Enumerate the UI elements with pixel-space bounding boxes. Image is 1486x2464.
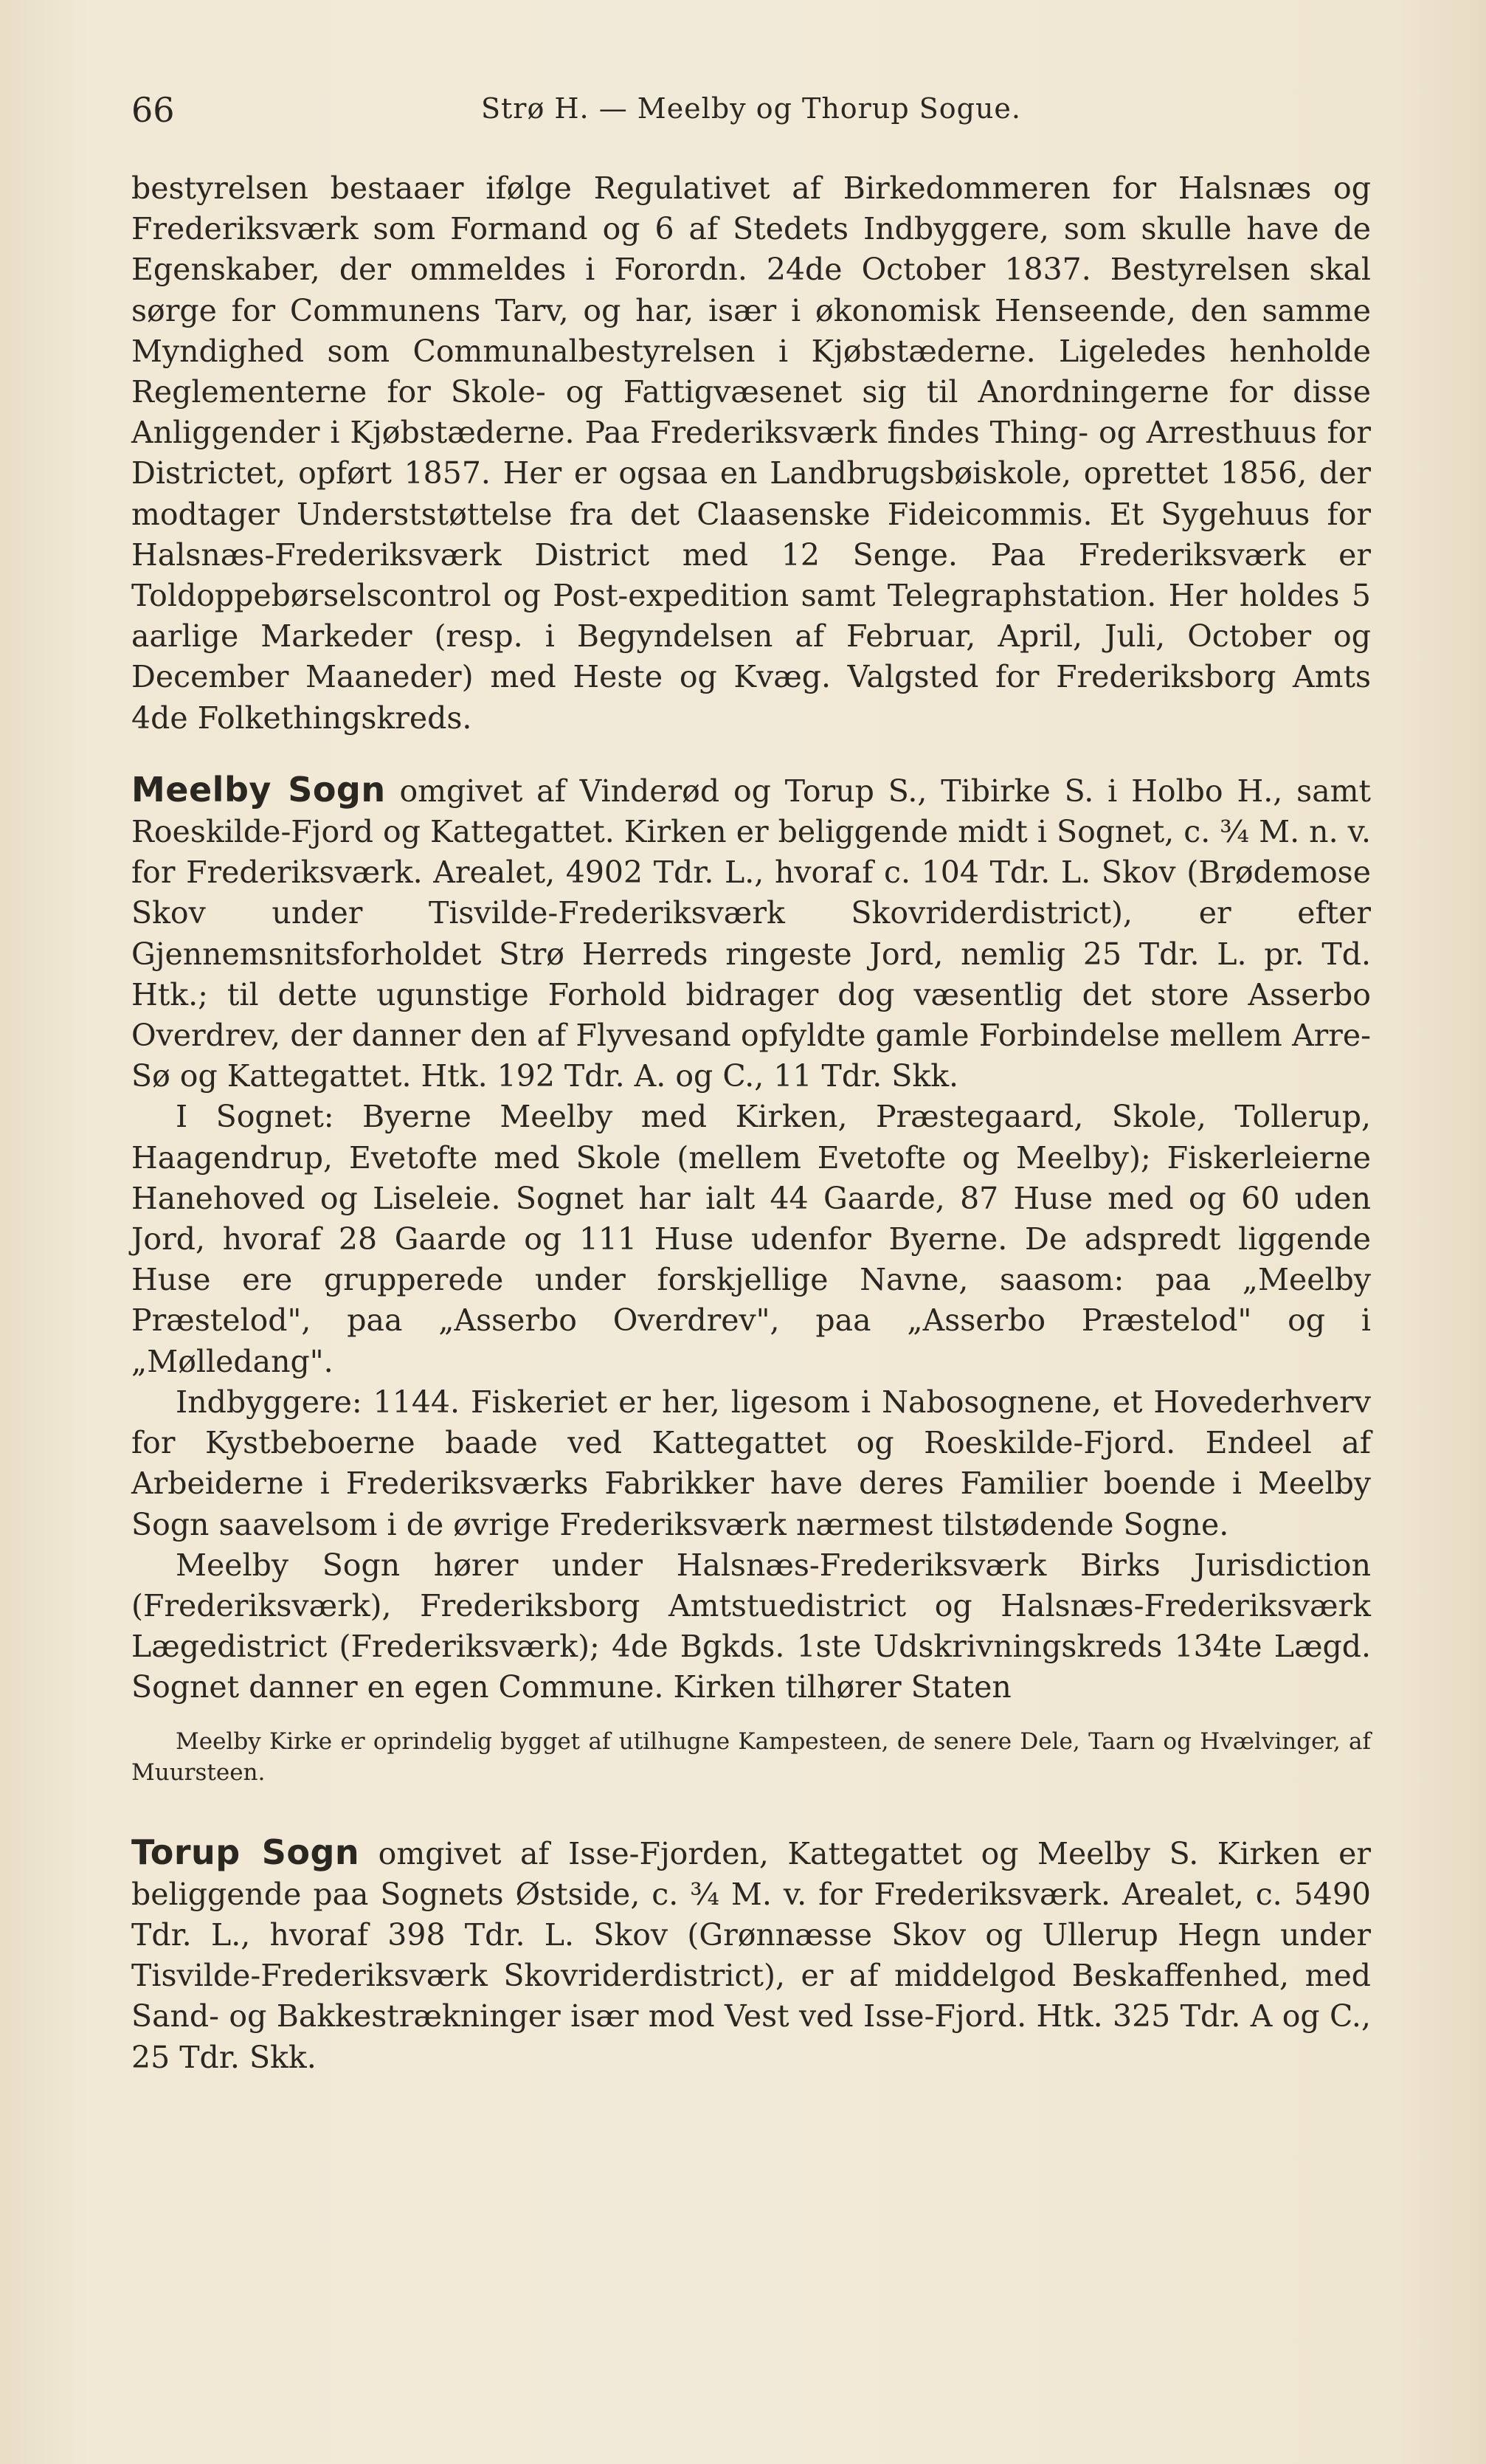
- intro-paragraph: bestyrelsen bestaaer ifølge Regulativet af Birkedommeren for Halsnæs og Frederiksværk som Formand og 6 af Stedets Indbyggere, som skulle have de Egenskaber, der ommeldes i Forordn. 24de October 1837. Bestyrelsen skal sørge for Communens Tarv, og har, især i økonomisk Henseende, den samme Myndighed som Communalbestyrelsen i Kjøbstæderne. Ligeledes henholde Reglementerne for Skole- og Fattigvæsenet sig til Anordningerne for disse Anliggender i Kjøbstæderne. Paa Frederiksværk findes Thing- og Arresthuus for Districtet, opført 1857. Her er ogsaa en Landbrugsbøiskole, oprettet 1856, der modtager Underststøttelse fra det Claasenske Fideicommis. Et Sygehuus for Halsnæs-Frederiksværk District med 12 Senge. Paa Frederiksværk er Toldoppebørselscontrol og Post-expedition samt Telegraphstation. Her holdes 5 aarlige Markeder (resp. i Begyndelsen af Februar, April, Juli, October og December Maaneder) med Heste og Kvæg. Valgsted for Frederiksborg Amts 4de Folkethingskreds.: [131, 170, 1371, 736]
- page-number: 66: [131, 90, 175, 130]
- running-head: [131, 87, 1371, 131]
- meelby-section: [131, 770, 1371, 1788]
- meelby-paragraph-1: [131, 770, 1371, 1097]
- torup-text-1: omgivet af Isse-Fjorden, Kattegattet og Meelby S. Kirken er beliggende paa Sognets Østside, c. ¾ M. v. for Frederiksværk. Arealet, c. 5490 Tdr. L., hvoraf 398 Tdr. L. Skov (Grønnæsse Skov og Ullerup Hegn under Tisvilde-Frederiksværk Skovriderdistrict), er af middelgod Beskaffenhed, med Sand- og Bakkestrækninger især mod Vest ved Isse-Fjord. Htk. 325 Tdr. A og C., 25 Tdr. Skk.: [131, 1835, 1371, 2075]
- torup-paragraph-1: [131, 1832, 1371, 2078]
- meelby-paragraph-3: Indbyggere: 1144. Fiskeriet er her, ligesom i Nabosognene, et Hovederhverv for Kystbeboerne baade ved Kattegattet og Roeskilde-Fjord. Endeel af Arbeiderne i Frederiksværks Fabrikker have deres Familier boende i Meelby Sogn saavelsom i de øvrige Frederiksværk nærmest tilstødende Sogne.: [131, 1384, 1371, 1542]
- page-content: [131, 87, 1371, 2078]
- meelby-paragraph-2: I Sognet: Byerne Meelby med Kirken, Præstegaard, Skole, Tollerup, Haagendrup, Evetofte med Skole (mellem Evetofte og Meelby); Fiskerleierne Hanehoved og Liseleie. Sognet har ialt 44 Gaarde, 87 Huse med og 60 uden Jord, hvoraf 28 Gaarde og 111 Huse udenfor Byerne. De adspredt liggende Huse ere grupperede under forskjellige Navne, saasom: paa „Meelby Præstelod", paa „Asserbo Overdrev", paa „Asserbo Præstelod" og i „Mølledang".: [131, 1099, 1371, 1379]
- torup-section: [131, 1832, 1371, 2078]
- meelby-footnote: Meelby Kirke er oprindelig bygget af utilhugne Kampesteen, de senere Dele, Taarn og Hvælvinger, af Muursteen.: [131, 1728, 1371, 1786]
- meelby-heading: Meelby Sogn: [131, 769, 386, 810]
- torup-heading: Torup Sogn: [131, 1832, 360, 1872]
- running-title: Strø H. — Meelby og Thorup Sogue.: [480, 92, 1021, 125]
- meelby-paragraph-4: Meelby Sogn hører under Halsnæs-Frederiksværk Birks Jurisdiction (Frederiksværk), Frederiksborg Amtstuedistrict og Halsnæs-Frederiksværk Lægedistrict (Frederiksværk); 4de Bgkds. 1ste Udskrivningskreds 134te Lægd. Sognet danner en egen Commune. Kirken tilhører Staten: [131, 1547, 1371, 1705]
- meelby-text-1: omgivet af Vinderød og Torup S., Tibirke S. i Holbo H., samt Roeskilde-Fjord og Kattegattet. Kirken er beliggende midt i Sognet, c. ¾ M. n. v. for Frederiksværk. Arealet, 4902 Tdr. L., hvoraf c. 104 Tdr. L. Skov (Brødemose Skov under Tisvilde-Frederiksværk Skovriderdistrict), er efter Gjennemsnitsforholdet Strø Herreds ringeste Jord, nemlig 25 Tdr. L. pr. Td. Htk.; til dette ugunstige Forhold bidrager dog væsentlig det store Asserbo Overdrev, der danner den af Flyvesand opfyldte gamle Forbindelse mellem Arre-Sø og Kattegattet. Htk. 192 Tdr. A. og C., 11 Tdr. Skk.: [131, 773, 1371, 1094]
